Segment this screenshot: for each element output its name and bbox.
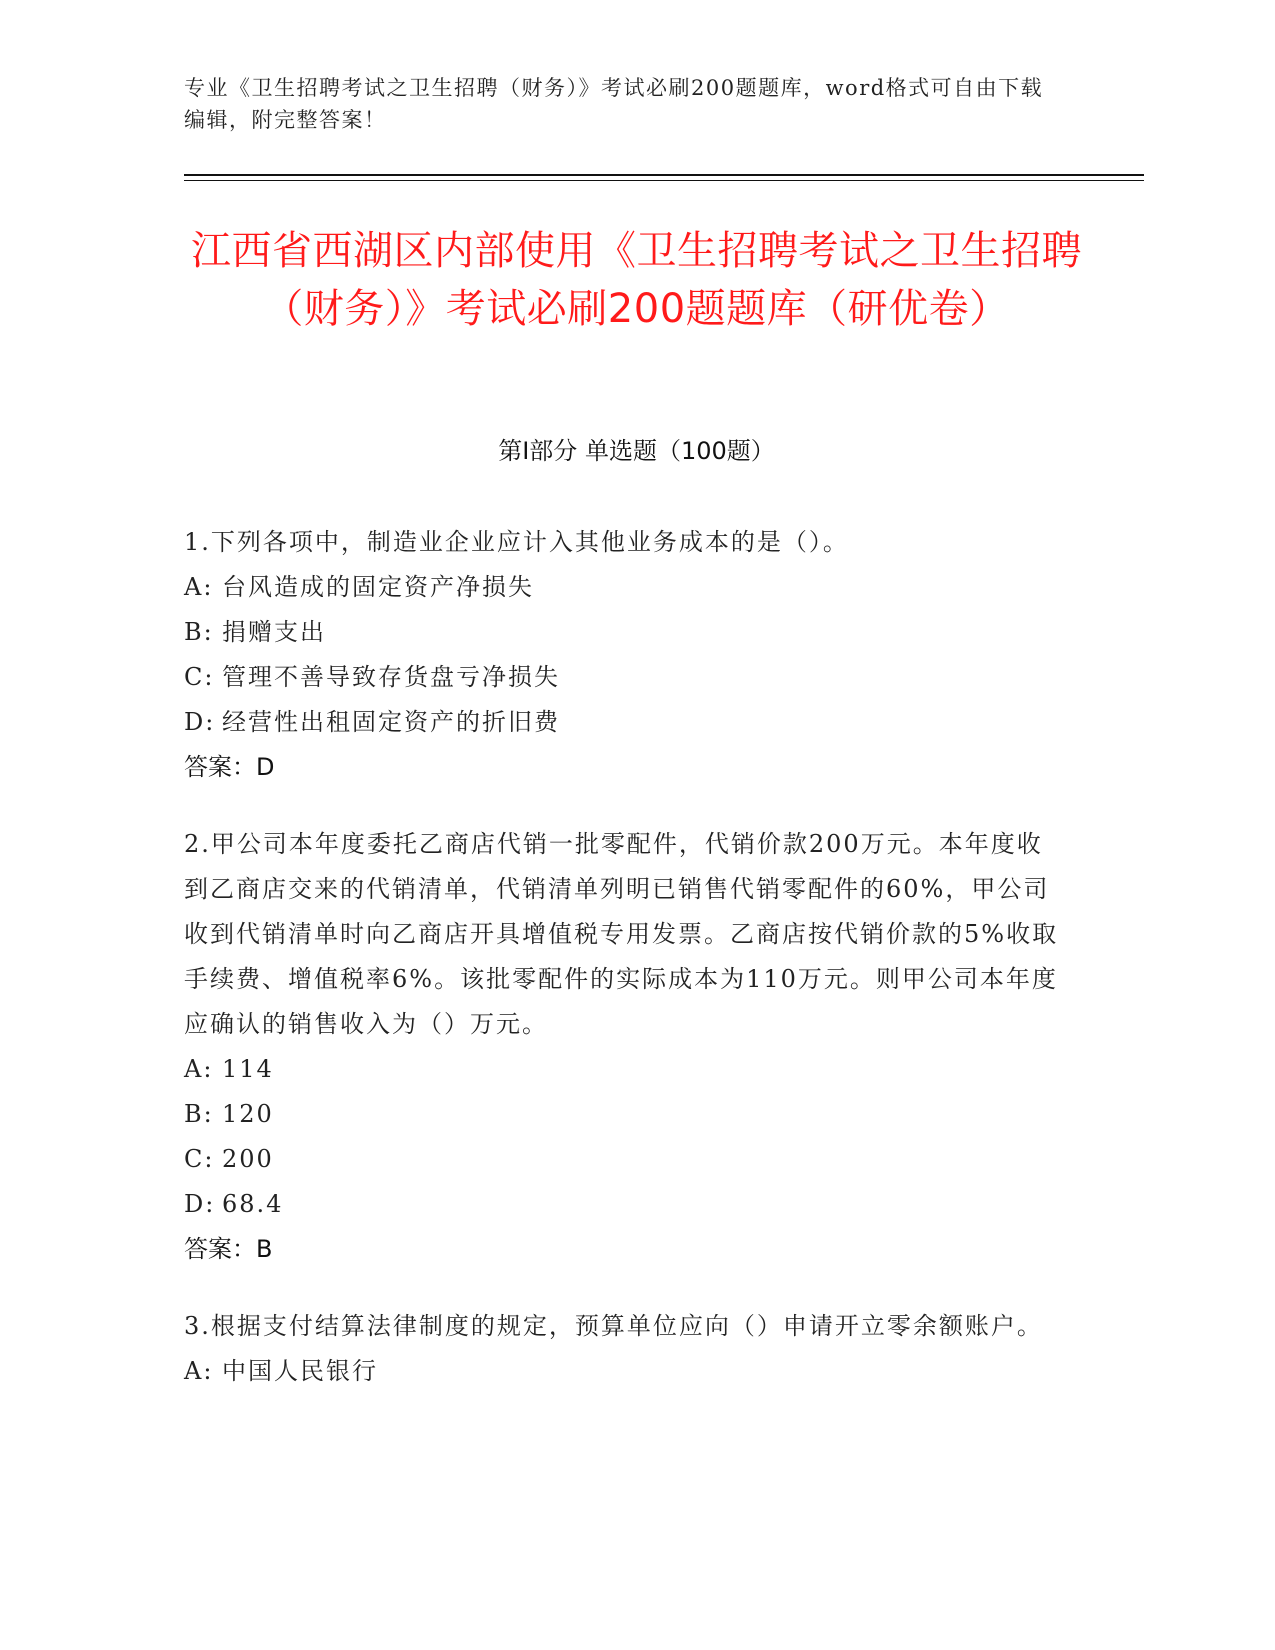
question-answer: 答案：D — [184, 753, 275, 781]
document-title: 江西省西湖区内部使用《卫生招聘考试之卫生招聘（财务）》考试必刷200题题库（研优卷） — [191, 228, 1082, 332]
option-letter: B: — [184, 618, 214, 646]
question-3 — [184, 1304, 1064, 1394]
option-text: 68.4 — [222, 1190, 284, 1218]
option-c — [184, 655, 1064, 700]
question-answer: 答案：B — [184, 1235, 273, 1263]
option-d — [184, 1182, 1064, 1227]
header-note: 专业《卫生招聘考试之卫生招聘（财务）》考试必刷200题题库，word格式可自由下载编辑，附完整答案！ — [184, 76, 1044, 132]
header-divider-thin — [184, 180, 1144, 181]
option-text: 200 — [222, 1145, 274, 1173]
option-letter: D: — [184, 708, 216, 736]
option-text: 捐赠支出 — [222, 618, 326, 646]
question-stem: 1.下列各项中，制造业企业应计入其他业务成本的是（）。 — [184, 528, 849, 556]
option-text: 管理不善导致存货盘亏净损失 — [222, 663, 560, 691]
option-a — [184, 1047, 1064, 1092]
option-letter: C: — [184, 1145, 215, 1173]
question-2 — [184, 822, 1064, 1272]
option-letter: A: — [184, 1055, 214, 1083]
question-stem: 3.根据支付结算法律制度的规定，预算单位应向（）申请开立零余额账户。 — [184, 1312, 1043, 1340]
question-stem: 2.甲公司本年度委托乙商店代销一批零配件，代销价款200万元。本年度收到乙商店交来的代销清单，代销清单列明已销售代销零配件的60%，甲公司收到代销清单时向乙商店开具增值税专用发票。乙商店按代销价款的5%收取手续费、增值税率6%。该批零配件的实际成本为110万元。则甲公司本年度应确认的销售收入为（）万元。 — [184, 830, 1059, 1038]
option-b — [184, 610, 1064, 655]
option-letter: B: — [184, 1100, 214, 1128]
option-a — [184, 1349, 1064, 1394]
header-divider-thick — [184, 174, 1144, 176]
option-letter: D: — [184, 1190, 216, 1218]
option-letter: A: — [184, 573, 214, 601]
option-b — [184, 1092, 1064, 1137]
option-d — [184, 700, 1064, 745]
option-c — [184, 1137, 1064, 1182]
option-letter: C: — [184, 663, 215, 691]
option-text: 经营性出租固定资产的折旧费 — [222, 708, 560, 736]
section-heading: 第Ⅰ部分 单选题（100题） — [498, 437, 775, 465]
option-text: 台风造成的固定资产净损失 — [222, 573, 534, 601]
option-text: 114 — [222, 1055, 274, 1083]
question-1 — [184, 520, 1064, 790]
option-a — [184, 565, 1064, 610]
option-letter: A: — [184, 1357, 214, 1385]
option-text: 120 — [222, 1100, 274, 1128]
question-list — [184, 520, 1064, 1426]
option-text: 中国人民银行 — [222, 1357, 378, 1385]
